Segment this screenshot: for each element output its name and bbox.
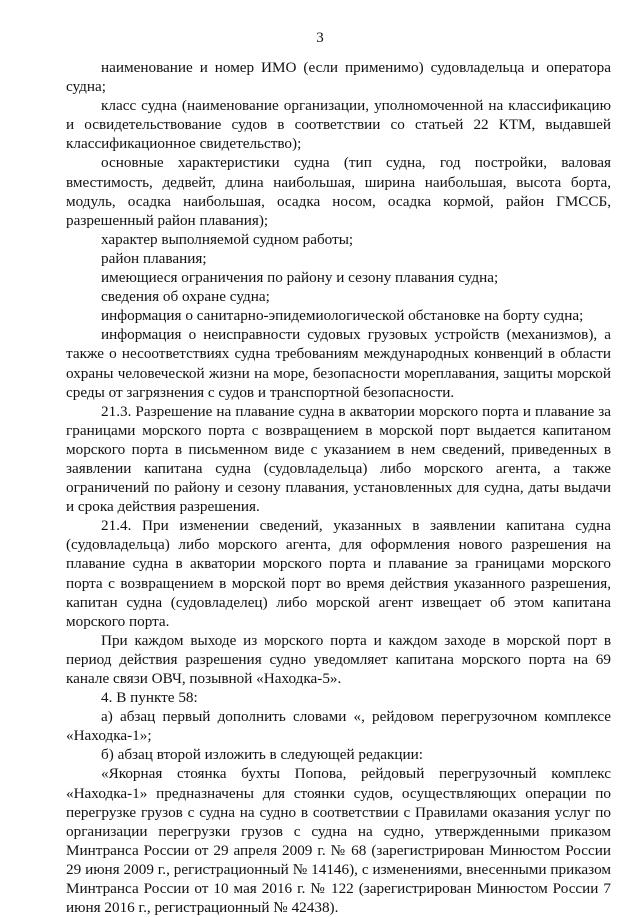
- page-number: 3: [316, 30, 324, 46]
- paragraph: сведения об охране судна;: [101, 288, 270, 306]
- paragraph: характер выполняемой судном работы;: [101, 230, 354, 248]
- paragraph: 21.3. Разрешение на плавание судна в акватории морского порта и плавание за границами морского порта с возвращением в морской порт выдается капитаном морского порта в письменном виде с указанием в нем сведений, приведенных в заявлении капитана судна (судовладельца) либо морского агента, а также ограничений по району и сезону плавания, установленных для судна, даты выдачи и срока действия разрешения.: [66, 402, 611, 516]
- paragraph: а) абзац первый дополнить словами «, рейдовом перегрузочном комплексе «Находка-1»;: [66, 708, 611, 745]
- paragraph: район плавания;: [101, 249, 207, 267]
- document-body: [66, 58, 611, 917]
- paragraph: информация о санитарно-эпидемиологической обстановке на борту судна;: [101, 307, 584, 325]
- paragraph: класс судна (наименование организации, уполномоченной на классификацию и освидетельствование судов в соответствии со статьей 22 КТМ, выдавшей классификационное свидетельство);: [66, 97, 611, 153]
- paragraph: имеющиеся ограничения по району и сезону плавания судна;: [101, 269, 499, 287]
- paragraph: наименование и номер ИМО (если применимо) судовладельца и оператора судна;: [66, 59, 611, 96]
- paragraph: информация о неисправности судовых грузовых устройств (механизмов), а также о несоответствиях судна требованиям международных конвенций в области охраны человеческой жизни на море, безопасности мореплавания, защиты морской среды от загрязнения с судов и транспортной безопасности.: [66, 326, 611, 401]
- paragraph: 21.4. При изменении сведений, указанных в заявлении капитана судна (судовладельца) либо морского агента, для оформления нового разрешения на плавание судна в акватории морского порта и плавание за границами морского порта с возвращением в морской порт во время действия указанного разрешения, капитан судна (судовладелец) либо морской агент извещает об этом капитана морского порта.: [66, 517, 611, 630]
- paragraph: При каждом выходе из морского порта и каждом заходе в морской порт в период действия разрешения судно уведомляет капитана морского порта на 69 канале связи ОВЧ, позывной «Находка-5».: [66, 631, 611, 687]
- paragraph: основные характеристики судна (тип судна, год постройки, валовая вместимость, дедвейт, длина наибольшая, ширина наибольшая, высота борта, модуль, осадка наибольшая, осадка носом, осадка кормой, район ГМССБ, разрешенный район плавания);: [66, 154, 611, 229]
- paragraph: «Якорная стоянка бухты Попова, рейдовый перегрузочный комплекс «Находка-1» предназначены для стоянки судов, осуществляющих операции по перегрузке грузов с судна на судно в соответствии с Правилами оказания услуг по организации перегрузки грузов с судна на судно, утвержденными приказом Минтранса России от 29 апреля 2009 г. № 68 (зарегистрирован Минюстом России 29 июня 2009 г., регистрационный № 14146), с изменениями, внесенными приказом Минтранса России от 10 мая 2016 г. № 122 (зарегистрирован Минюстом России 7 июня 2016 г., регистрационный № 42438).: [66, 765, 611, 917]
- paragraph: б) абзац второй изложить в следующей редакции:: [101, 746, 423, 764]
- paragraph: 4. В пункте 58:: [101, 689, 198, 707]
